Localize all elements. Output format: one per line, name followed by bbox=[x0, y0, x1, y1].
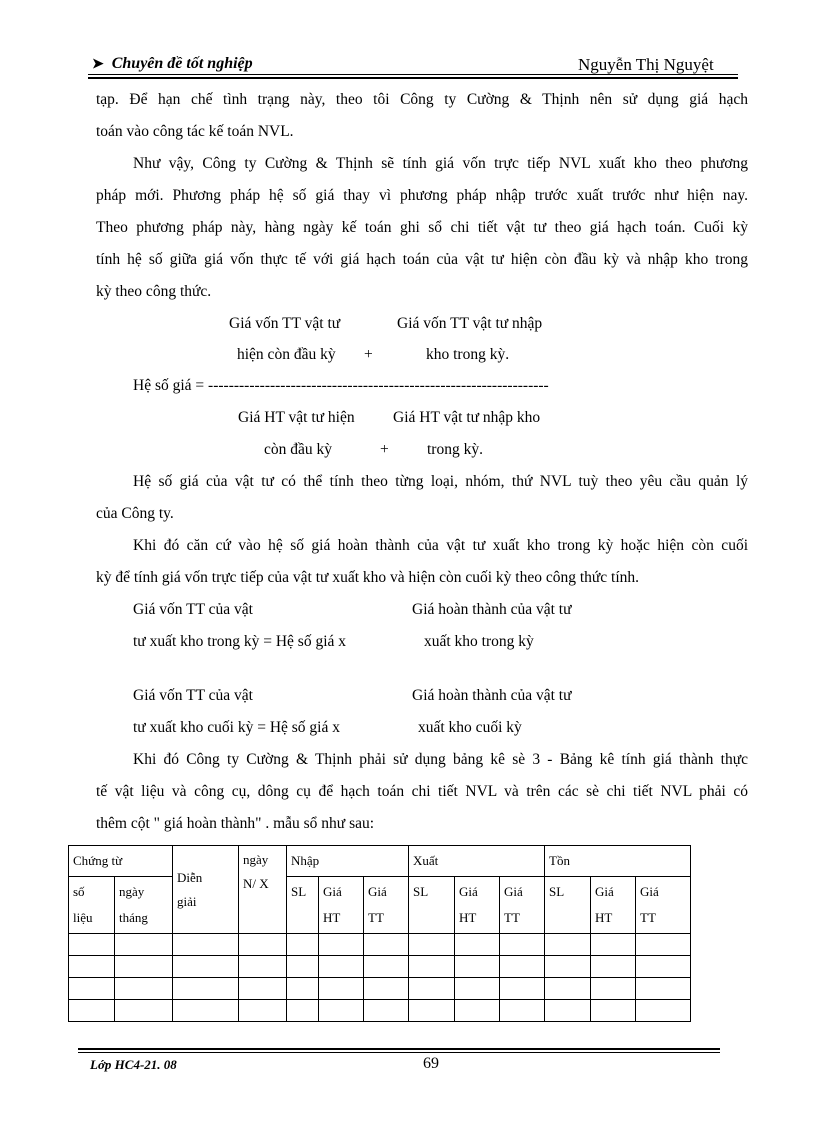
f2-line1-left: Giá vốn TT của vật bbox=[133, 601, 253, 618]
p4-line-2: kỳ để tính giá vốn trực tiếp của vật tư xuất kho và hiện còn cuối kỳ theo công thức tính. bbox=[96, 569, 640, 586]
col-ngay-thang: ngày tháng bbox=[115, 877, 173, 934]
table-row bbox=[69, 978, 691, 1000]
f1-den-a1: Giá HT vật tư hiện bbox=[238, 409, 355, 426]
col-nhap: Nhập bbox=[287, 846, 409, 877]
f2-line1-right: Giá hoàn thành của vật tư bbox=[412, 601, 572, 618]
col-dien-giai: Diễn giải bbox=[173, 846, 239, 934]
col-chung-tu: Chứng từ bbox=[69, 846, 173, 877]
f1-num-plus: + bbox=[364, 346, 373, 363]
table-header-row-2 bbox=[69, 877, 691, 934]
p3-line-1: Hệ số giá của vật tư có thể tính theo từng loại, nhóm, thứ NVL tuỳ theo yêu cầu quản lý bbox=[133, 473, 748, 490]
table-row bbox=[69, 956, 691, 978]
p5-line-2: tế vật liệu và công cụ, dông cụ để hạch toán chi tiết NVL và trên các sè chi tiết NVL phải có bbox=[96, 783, 748, 800]
p4-line-1: Khi đó căn cứ vào hệ số giá hoàn thành của vật tư xuất kho trong kỳ hoặc hiện còn cuối bbox=[133, 537, 748, 554]
col-ngay-nx: ngày N/ X bbox=[239, 846, 287, 934]
header-rule-thick bbox=[88, 77, 738, 79]
f3-line1-right: Giá hoàn thành của vật tư bbox=[412, 687, 572, 704]
f2-line2-left: tư xuất kho trong kỳ = Hệ số giá x bbox=[133, 633, 347, 650]
p3-line-2: của Công ty. bbox=[96, 505, 174, 522]
f3-line2-right: xuất kho cuối kỳ bbox=[418, 719, 522, 736]
f3-line1-left: Giá vốn TT của vật bbox=[133, 687, 253, 704]
footer-rule-thin bbox=[78, 1052, 720, 1053]
f1-num-b2: kho trong kỳ. bbox=[426, 346, 510, 363]
col-ton-gia-tt: Giá TT bbox=[636, 877, 691, 934]
col-so-lieu: số liệu bbox=[69, 877, 115, 934]
header-title-text: Chuyên đề tốt nghiệp bbox=[111, 55, 253, 72]
f1-label bbox=[133, 377, 549, 395]
p5-line-1: Khi đó Công ty Cường & Thịnh phải sử dụng bảng kê sè 3 - Bảng kê tính giá thành thực bbox=[133, 751, 748, 768]
col-nhap-sl: SL bbox=[287, 877, 319, 934]
col-nhap-gia-tt: Giá TT bbox=[364, 877, 409, 934]
f1-fraction-bar: ------------------------------------------------------------------ bbox=[208, 377, 549, 394]
f1-den-b1: Giá HT vật tư nhập kho bbox=[393, 409, 541, 426]
page-number: 69 bbox=[423, 1055, 439, 1072]
p2-line-4: tính hệ số giữa giá vốn thực tế với giá hạch toán của vật tư hiện còn đầu kỳ và nhập kho trong bbox=[96, 251, 748, 268]
col-nhap-gia-ht: Giá HT bbox=[319, 877, 364, 934]
table-header-row-1 bbox=[69, 846, 691, 877]
table-row bbox=[69, 934, 691, 956]
header-rule-thin bbox=[88, 74, 738, 75]
p2-line-3: Theo phương pháp này, hàng ngày kế toán ghi sổ chi tiết vật tư theo giá hạch toán. Cuối kỳ bbox=[96, 219, 748, 236]
table-row bbox=[69, 1000, 691, 1022]
f2-line2-right: xuất kho trong kỳ bbox=[424, 633, 534, 650]
f1-den-b2: trong kỳ. bbox=[427, 441, 483, 458]
footer-class-label: Lớp HC4-21. 08 bbox=[90, 1057, 177, 1072]
f3-line2-left: tư xuất kho cuối kỳ = Hệ số giá x bbox=[133, 719, 340, 736]
footer-rule-thick bbox=[78, 1048, 720, 1050]
col-ton: Tồn bbox=[545, 846, 691, 877]
f1-num-a2: hiện còn đầu kỳ bbox=[237, 346, 336, 363]
header-author: Nguyễn Thị Nguyệt bbox=[578, 55, 714, 74]
col-xuat-gia-ht: Giá HT bbox=[455, 877, 500, 934]
f1-num-b1: Giá vốn TT vật tư nhập bbox=[397, 315, 543, 332]
p2-line-1: Như vậy, Công ty Cường & Thịnh sẽ tính giá vốn trực tiếp NVL xuất kho theo phương bbox=[133, 155, 748, 172]
f1-num-a1: Giá vốn TT vật tư bbox=[229, 315, 341, 332]
p2-line-5: kỳ theo công thức. bbox=[96, 283, 212, 300]
col-ton-sl: SL bbox=[545, 877, 591, 934]
f1-den-a2: còn đầu kỳ bbox=[264, 441, 333, 458]
p1-line-2: toán vào công tác kế toán NVL. bbox=[96, 123, 294, 140]
p5-line-3: thêm cột " giá hoàn thành" . mẫu sổ như sau: bbox=[96, 815, 375, 832]
header-title bbox=[92, 55, 253, 73]
ledger-table bbox=[68, 845, 691, 1022]
arrow-bullet-icon: ➤ bbox=[92, 57, 104, 72]
col-xuat-gia-tt: Giá TT bbox=[500, 877, 545, 934]
f1-den-plus: + bbox=[380, 441, 389, 458]
col-xuat: Xuất bbox=[409, 846, 545, 877]
p1-line-1: tạp. Để hạn chế tình trạng này, theo tôi Công ty Cường & Thịnh nên sử dụng giá hạch bbox=[96, 91, 748, 108]
f1-label-text: Hệ số giá = bbox=[133, 377, 205, 394]
p2-line-2: pháp mới. Phương pháp hệ số giá thay vì phương pháp nhập trước xuất trước như hiện nay. bbox=[96, 187, 748, 204]
col-ton-gia-ht: Giá HT bbox=[591, 877, 636, 934]
col-xuat-sl: SL bbox=[409, 877, 455, 934]
